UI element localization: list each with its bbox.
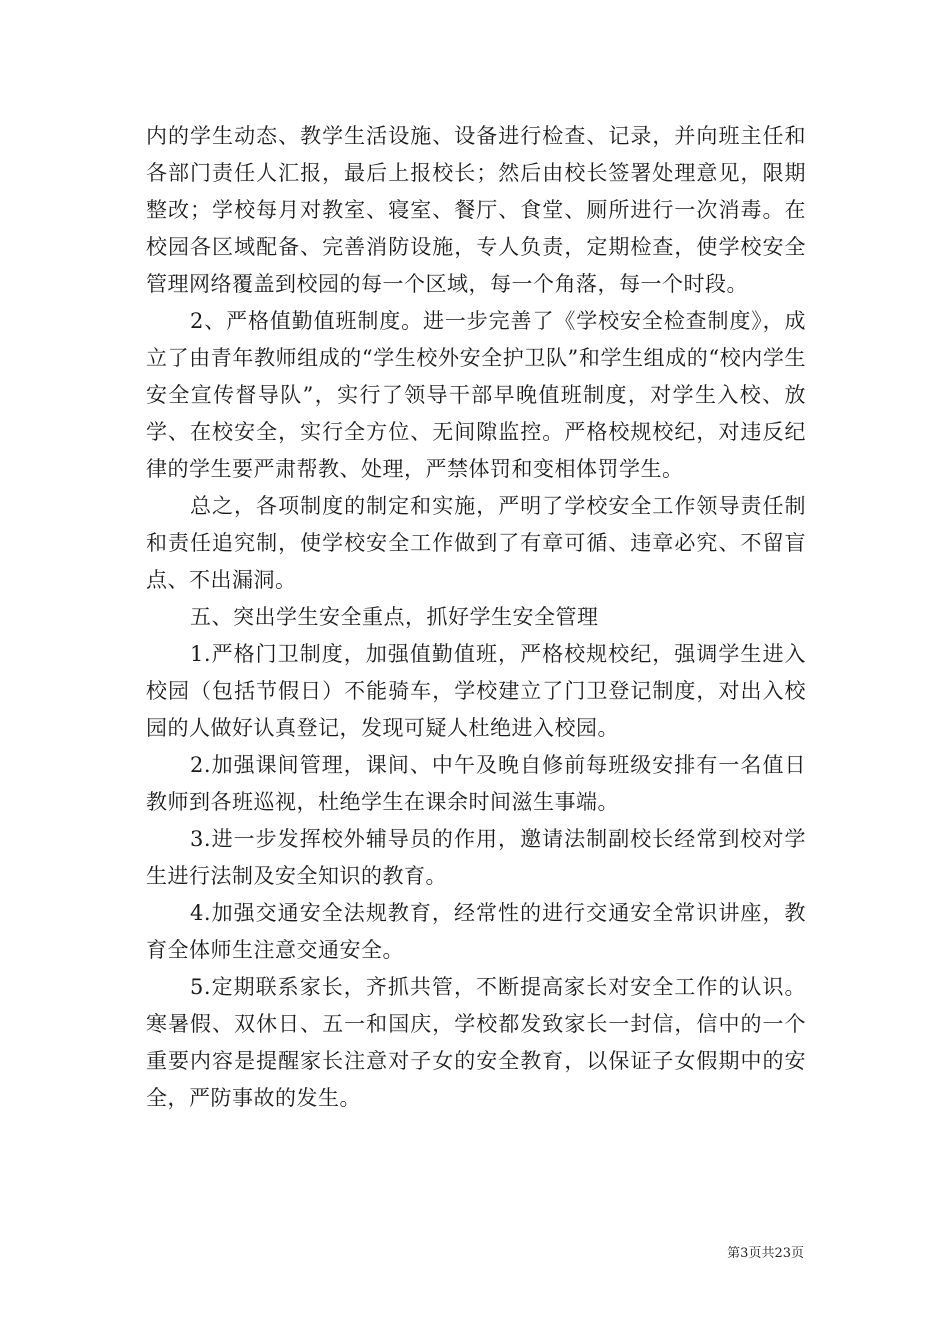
paragraph-item-3: 3.进一步发挥校外辅导员的作用，邀请法制副校长经常到校对学生进行法制及安全知识的教育。 — [146, 827, 806, 888]
document-body — [146, 118, 806, 1117]
paragraph-item-4: 4.加强交通安全法规教育，经常性的进行交通安全常识讲座，教育全体师生注意交通安全。 — [146, 901, 806, 962]
paragraph-duty-system: 2、严格值勤值班制度。进一步完善了《学校安全检查制度》，成立了由青年教师组成的“学生校外安全护卫队”和学生组成的“校内学生安全宣传督导队”，实行了领导干部早晚值班制度，对学生入校、放学、在校安全，实行全方位、无间隙监控。严格校规校纪，对违反纪律的学生要严肃帮教、处理，严禁体罚和变相体罚学生。 — [146, 309, 806, 481]
paragraph-item-2: 2.加强课间管理，课间、中午及晚自修前每班级安排有一名值日教师到各班巡视，杜绝学生在课余时间滋生事端。 — [146, 753, 806, 814]
paragraph-item-1: 1.严格门卫制度，加强值勤值班，严格校规校纪，强调学生进入校园（包括节假日）不能骑车，学校建立了门卫登记制度，对出入校园的人做好认真登记，发现可疑人杜绝进入校园。 — [146, 642, 806, 740]
paragraph-summary: 总之，各项制度的制定和实施，严明了学校安全工作领导责任制和责任追究制，使学校安全工作做到了有章可循、违章必究、不留盲点、不出漏洞。 — [146, 494, 806, 592]
section-heading-five: 五、突出学生安全重点，抓好学生安全管理 — [190, 605, 599, 629]
page-number: 第3页共23页 — [727, 1246, 804, 1261]
paragraph-item-5: 5.定期联系家长，齐抓共管，不断提高家长对安全工作的认识。寒暑假、双休日、五一和国庆，学校都发致家长一封信，信中的一个重要内容是提醒家长注意对子女的安全教育，以保证子女假期中的安全，严防事故的发生。 — [146, 975, 806, 1110]
paragraph-continuation: 内的学生动态、教学生活设施、设备进行检查、记录，并向班主任和各部门责任人汇报，最后上报校长；然后由校长签署处理意见，限期整改；学校每月对教室、寝室、餐厅、食堂、厕所进行一次消毒。在校园各区域配备、完善消防设施，专人负责，定期检查，使学校安全管理网络覆盖到校园的每一个区域，每一个角落，每一个时段。 — [146, 124, 806, 296]
